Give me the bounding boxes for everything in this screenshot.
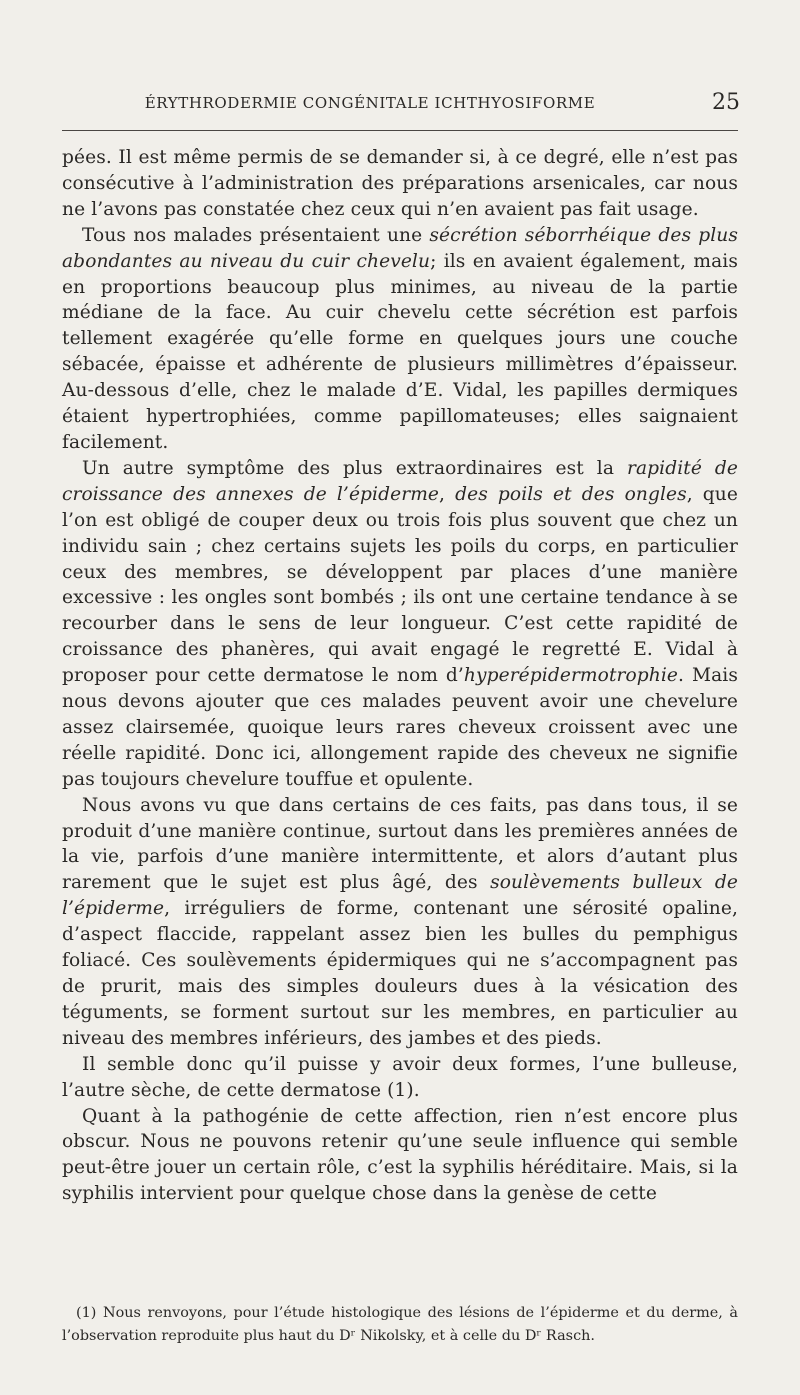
header-rule <box>62 130 738 131</box>
text-run: , <box>439 483 456 505</box>
body-text <box>62 145 738 1207</box>
text-run: Un autre symptôme des plus extraordinaires est la <box>82 457 627 479</box>
paragraph <box>62 1104 738 1208</box>
paragraph <box>62 1052 738 1104</box>
paragraph <box>62 223 738 456</box>
text-run: , irréguliers de forme, contenant une sérosité opaline, d’aspect flaccide, rappelant assez bien les bulles du pemphigus foliacé. Ces soulèvements épidermiques qui ne s’accompagnent pas de prurit, mais des simples douleurs dues à la vésication des téguments, se forment surtout sur les membres, en particulier au niveau des membres inférieurs, des jambes et des pieds. <box>62 898 738 1049</box>
paragraph <box>62 456 738 793</box>
text-run: ; ils en avaient également, mais en proportions beaucoup plus minimes, au niveau de la partie médiane de la face. Au cuir chevelu cette sécrétion est parfois tellement exagérée qu’elle forme en quelques jours une couche sébacée, épaisse et adhérente de plusieurs millimètres d’épaisseur. Au-dessous d’elle, chez le malade d’E. Vidal, les papilles dermiques étaient hypertrophiées, comme papillomateuses; elles saignaient facilement. <box>62 250 738 453</box>
text-run: , que l’on est obligé de couper deux ou trois fois plus souvent que chez un individu sain ; chez certains sujets les poils du corps, en particulier ceux des membres, se développent par places d’une manière excessive : les ongles sont bombés ; ils ont une certaine tendance à se recourber dans le sens de leur longueur. C’est cette rapidité de croissance des phanères, qui avait engagé le regretté E. Vidal à proposer pour cette dermatose le nom d’ <box>62 483 738 687</box>
running-head: ÉRYTHRODERMIE CONGÉNITALE ICHTHYOSIFORME <box>144 94 596 112</box>
text-run: pées. Il est même permis de se demander si, à ce degré, elle n’est pas consécutive à l’administration des préparations arsenicales, car nous ne l’avons pas constatée chez ceux qui n’en avaient pas fait usage. <box>62 147 738 220</box>
text-run: . Mais nous devons ajouter que ces malades peuvent avoir une chevelure assez clairsemée, quoique leurs rares cheveux croissent avec une réelle rapidité. Donc ici, allongement rapide des cheveux ne signifie pas toujours chevelure touffue et opulente. <box>62 665 738 790</box>
paragraph <box>62 793 738 1052</box>
footnote-text: (1) Nous renvoyons, pour l’étude histologique des lésions de l’épiderme et du derme, à l’observation reproduite plus haut du Dʳ Nikolsky, et à celle du Dʳ Rasch. <box>62 1305 738 1344</box>
text-run: Tous nos malades présentaient une <box>82 224 430 246</box>
page-header <box>60 90 740 120</box>
text-run: Quant à la pathogénie de cette affection, rien n’est encore plus obscur. Nous ne pouvons retenir qu’une seule influence qui semble peut-être jouer un certain rôle, c’est la syphilis héréditaire. Mais, si la syphilis intervient pour quelque chose dans la genèse de cette <box>62 1105 738 1205</box>
italic-text: sécrétion séborrhéique des plus abondantes au niveau du cuir chevelu <box>62 224 739 272</box>
italic-text: des poils et des ongles <box>455 483 687 505</box>
italic-text: soulèvements bulleux de l’épiderme <box>62 872 738 920</box>
text-run: Il semble donc qu’il puisse y avoir deux formes, l’une bulleuse, l’autre sèche, de cette dermatose (1). <box>62 1053 738 1101</box>
text-run: Nous avons vu que dans certains de ces faits, pas dans tous, il se produit d’une manière continue, surtout dans les premières années de la vie, parfois d’une manière intermittente, et alors d’autant plus rarement que le sujet est plus âgé, des <box>62 794 738 894</box>
footnote <box>62 1302 738 1347</box>
italic-text: hyperépidermotrophie <box>463 665 679 687</box>
page-number: 25 <box>712 90 740 115</box>
italic-text: rapidité de croissance des annexes de l’épiderme <box>62 457 738 505</box>
paragraph <box>62 145 738 223</box>
